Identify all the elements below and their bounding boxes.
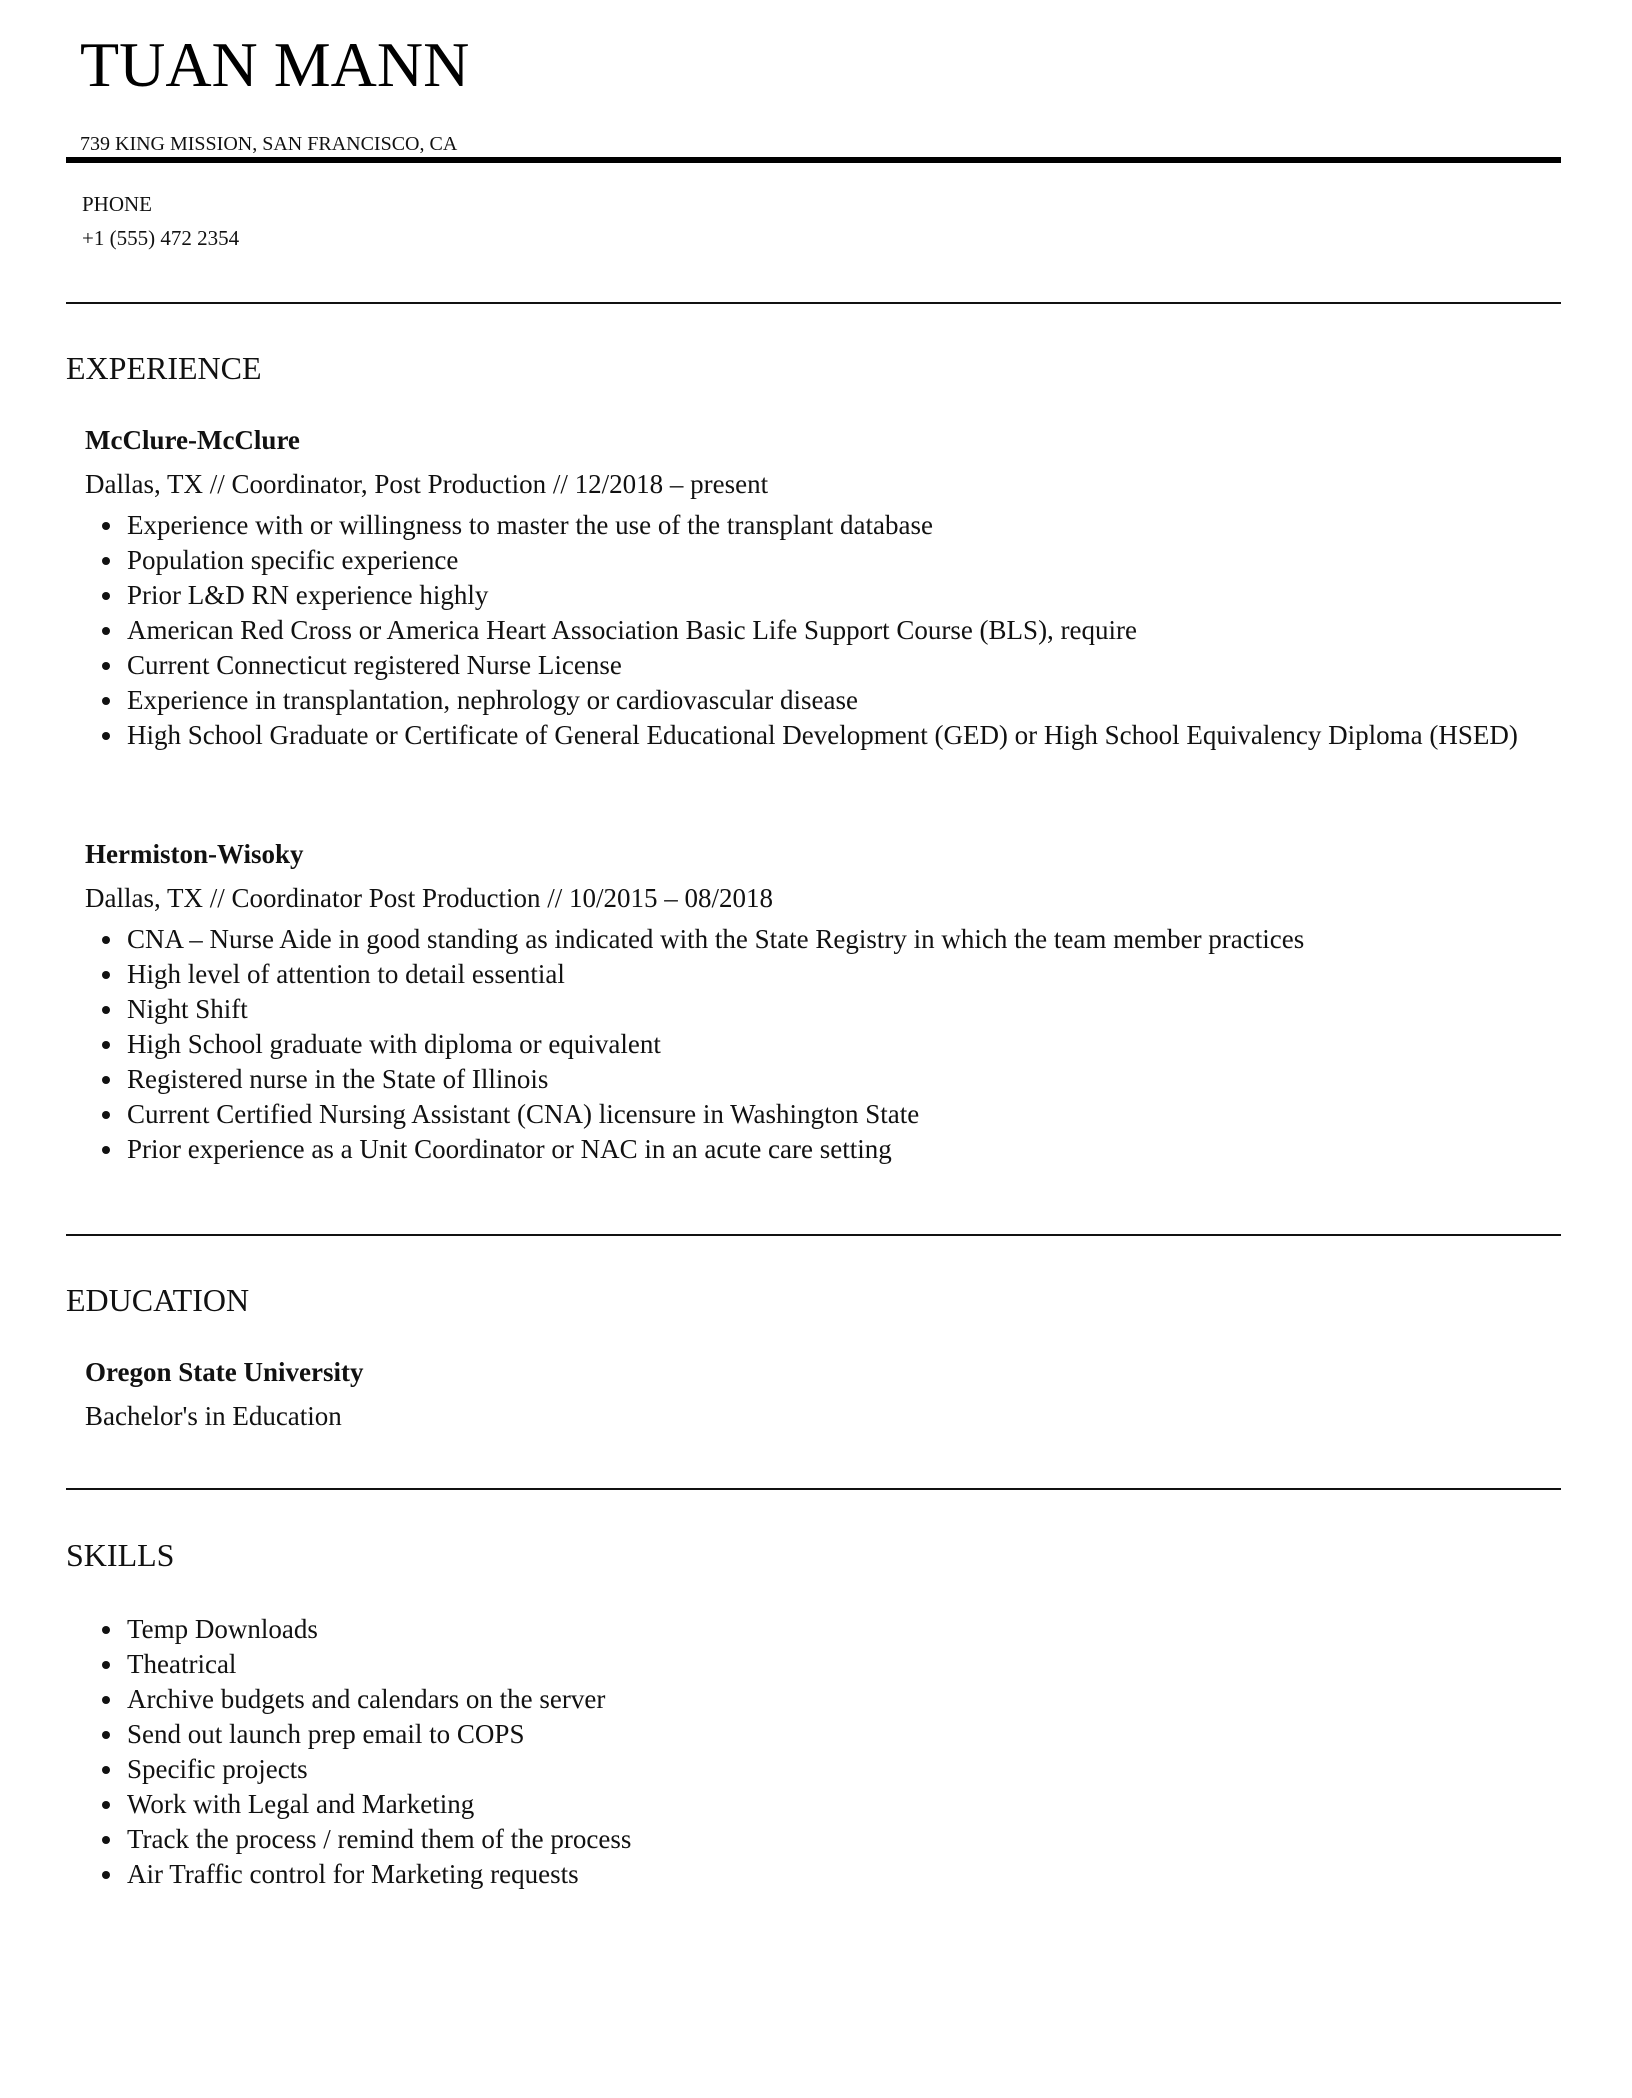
experience-entry <box>85 836 1565 1167</box>
skills-list <box>85 1612 1565 1892</box>
bullet-icon <box>102 1111 110 1119</box>
header-divider <box>66 157 1561 163</box>
skill-text: Theatrical <box>127 1649 237 1679</box>
skills-heading: SKILLS <box>66 1537 175 1573</box>
list-item <box>85 1612 1565 1647</box>
education-entry <box>85 1354 1565 1434</box>
bullet-icon <box>102 732 110 740</box>
bullet-icon <box>102 522 110 530</box>
bullet-icon <box>102 971 110 979</box>
job-duties <box>85 508 1565 753</box>
list-item-text: Current Certified Nursing Assistant (CNA) licensure in Washington State <box>127 1099 920 1129</box>
list-item-text: Night Shift <box>127 994 248 1024</box>
bullet-icon <box>102 1006 110 1014</box>
bullet-icon <box>102 1076 110 1084</box>
bullet-icon <box>102 592 110 600</box>
list-item <box>85 508 1565 543</box>
list-item <box>85 1647 1565 1682</box>
bullet-icon <box>102 697 110 705</box>
phone-label: PHONE <box>82 192 153 216</box>
list-item <box>85 1062 1565 1097</box>
skill-text: Specific projects <box>127 1754 308 1784</box>
skill-text: Track the process / remind them of the process <box>127 1824 632 1854</box>
resume-header <box>80 30 469 156</box>
bullet-icon <box>102 557 110 565</box>
list-item <box>85 992 1565 1027</box>
experience-entry <box>85 422 1565 753</box>
bullet-icon <box>102 1661 110 1669</box>
list-item <box>85 718 1565 753</box>
skill-text: Work with Legal and Marketing <box>127 1789 475 1819</box>
bullet-icon <box>102 1146 110 1154</box>
list-item-text: Prior experience as a Unit Coordinator or NAC in an acute care setting <box>127 1134 892 1164</box>
list-item <box>85 543 1565 578</box>
bullet-icon <box>102 1041 110 1049</box>
school-name: Oregon State University <box>85 1357 364 1387</box>
list-item-text: Experience in transplantation, nephrology or cardiovascular disease <box>127 685 858 715</box>
bullet-icon <box>102 1731 110 1739</box>
bullet-icon <box>102 1836 110 1844</box>
skills-list-wrap <box>85 1606 1565 1892</box>
list-item <box>85 957 1565 992</box>
bullet-icon <box>102 662 110 670</box>
list-item <box>85 1752 1565 1787</box>
job-meta: Dallas, TX // Coordinator, Post Production // 12/2018 – present <box>85 469 769 499</box>
list-item-text: High level of attention to detail essential <box>127 959 565 989</box>
list-item <box>85 1857 1565 1892</box>
list-item <box>85 1717 1565 1752</box>
list-item-text: High School Graduate or Certificate of General Educational Development (GED) or High School Equivalency Diploma (HSED) <box>127 720 1518 750</box>
bullet-icon <box>102 627 110 635</box>
candidate-name: TUAN MANN <box>80 29 470 100</box>
company-name: Hermiston-Wisoky <box>85 839 304 869</box>
list-item <box>85 1027 1565 1062</box>
company-name: McClure-McClure <box>85 425 300 455</box>
job-duties <box>85 922 1565 1167</box>
skill-text: Archive budgets and calendars on the server <box>127 1684 606 1714</box>
candidate-address: 739 KING MISSION, SAN FRANCISCO, CA <box>80 133 458 155</box>
bullet-icon <box>102 1696 110 1704</box>
skill-text: Air Traffic control for Marketing requests <box>127 1859 579 1889</box>
list-item-text: Prior L&D RN experience highly <box>127 580 489 610</box>
bullet-icon <box>102 1871 110 1879</box>
list-item-text: Current Connecticut registered Nurse License <box>127 650 622 680</box>
bullet-icon <box>102 1801 110 1809</box>
bullet-icon <box>102 1626 110 1634</box>
experience-heading: EXPERIENCE <box>66 350 262 386</box>
list-item <box>85 648 1565 683</box>
job-meta: Dallas, TX // Coordinator Post Production // 10/2015 – 08/2018 <box>85 883 773 913</box>
education-heading: EDUCATION <box>66 1282 250 1318</box>
list-item <box>85 1132 1565 1167</box>
list-item <box>85 922 1565 957</box>
bullet-icon <box>102 936 110 944</box>
list-item-text: High School graduate with diploma or equivalent <box>127 1029 661 1059</box>
education-divider <box>66 1488 1561 1490</box>
skill-text: Send out launch prep email to COPS <box>127 1719 525 1749</box>
list-item <box>85 1682 1565 1717</box>
list-item-text: Population specific experience <box>127 545 459 575</box>
phone-value: +1 (555) 472 2354 <box>82 226 240 250</box>
list-item <box>85 683 1565 718</box>
degree: Bachelor's in Education <box>85 1401 342 1431</box>
contact-divider <box>66 302 1561 304</box>
list-item <box>85 1787 1565 1822</box>
list-item-text: American Red Cross or America Heart Association Basic Life Support Course (BLS), require <box>127 615 1138 645</box>
list-item <box>85 578 1565 613</box>
skill-text: Temp Downloads <box>127 1614 318 1644</box>
list-item <box>85 1822 1565 1857</box>
list-item-text: Registered nurse in the State of Illinois <box>127 1064 549 1094</box>
list-item <box>85 613 1565 648</box>
list-item-text: Experience with or willingness to master the use of the transplant database <box>127 510 934 540</box>
experience-divider <box>66 1234 1561 1236</box>
contact-section <box>82 190 239 252</box>
bullet-icon <box>102 1766 110 1774</box>
list-item <box>85 1097 1565 1132</box>
list-item-text: CNA – Nurse Aide in good standing as indicated with the State Registry in which the team member practices <box>127 924 1305 954</box>
